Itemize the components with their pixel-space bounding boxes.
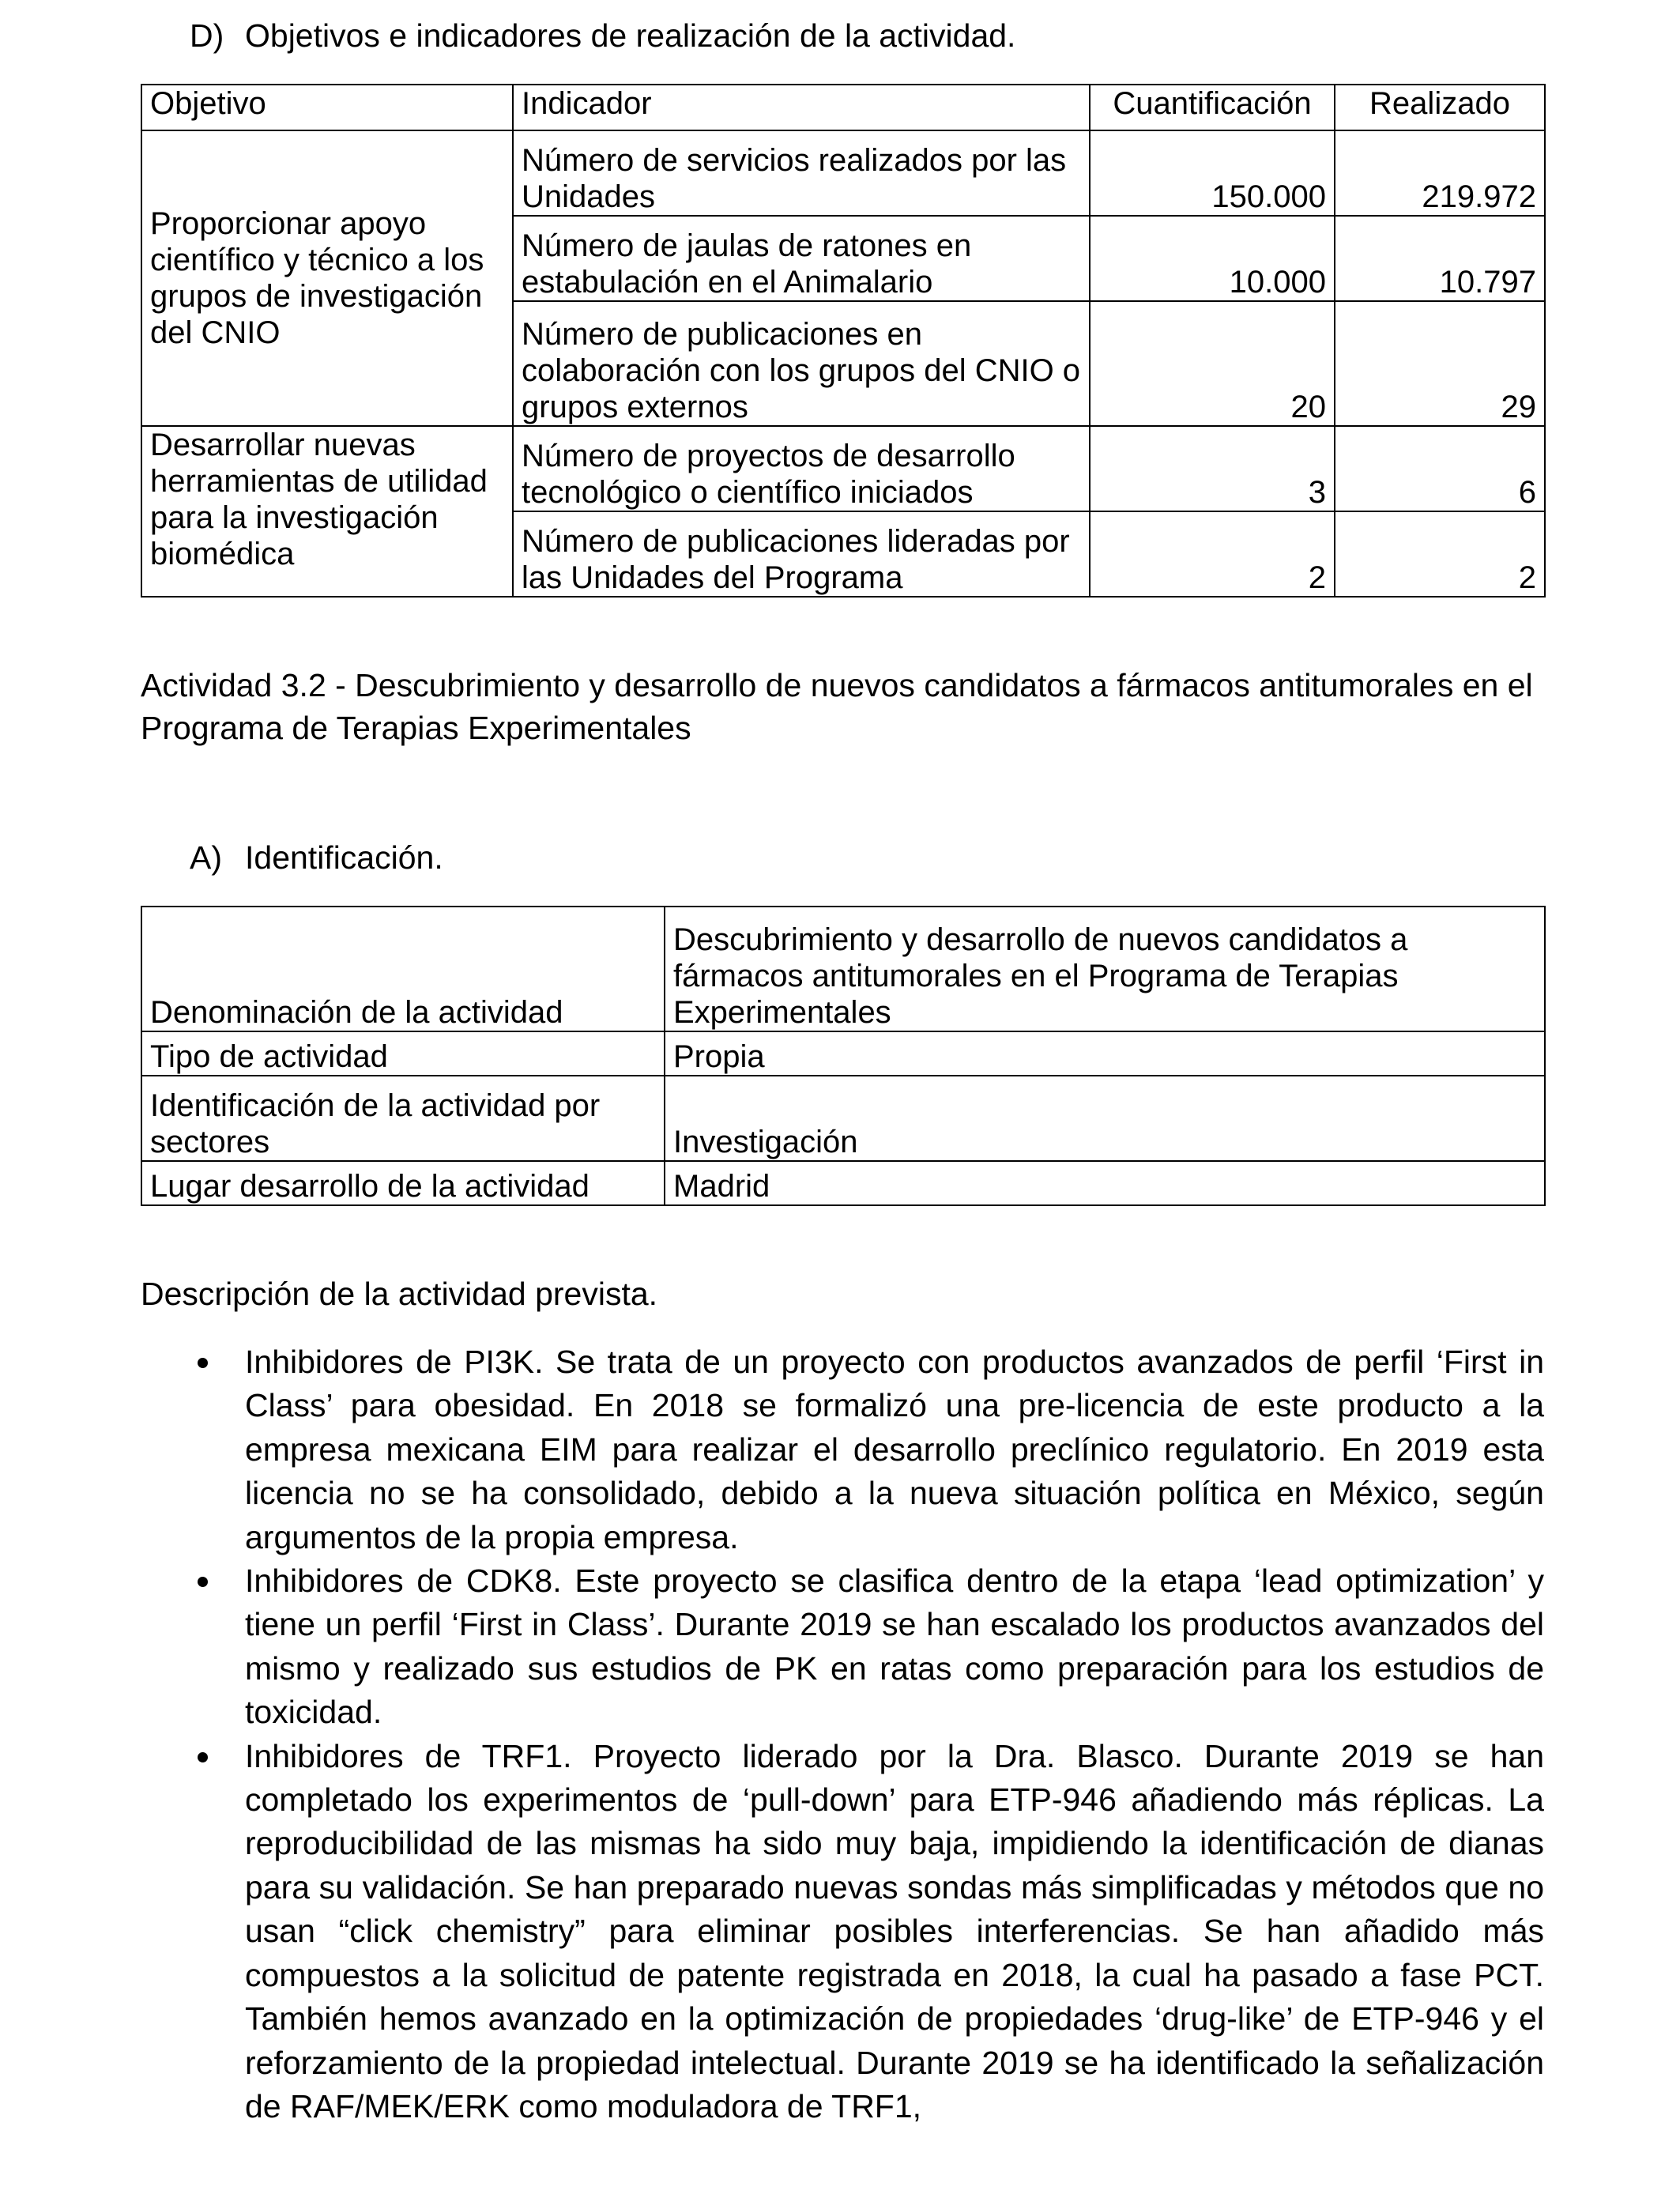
achieved-cell: 6 <box>1335 426 1545 511</box>
bullet-text: Inhibidores de PI3K. Se trata de un proyecto con productos avanzados de perfil ‘First in Class’ para obesidad. En 2018 se formalizó una pre-licencia de este producto a la empresa mexicana EIM para realizar el desarrollo preclínico regulatorio. En 2019 esta licencia no se ha consolidado, debido a la nueva situación política en México, según argumentos de la propia empresa. <box>245 1344 1544 1555</box>
objectives-table <box>141 84 1546 598</box>
bullet-text: Inhibidores de CDK8. Este proyecto se clasifica dentro de la etapa ‘lead optimization’ y tiene un perfil ‘First in Class’. Durante 2019 se han escalado los productos avanzados del mismo y realizado sus estudios de PK en ratas como preparación para los estudios de toxicidad. <box>245 1563 1544 1731</box>
achieved-cell: 219.972 <box>1335 130 1545 216</box>
quantification-cell: 20 <box>1090 301 1335 426</box>
identification-table <box>141 906 1546 1206</box>
list-item <box>141 1340 1544 1559</box>
quantification-cell: 2 <box>1090 511 1335 597</box>
header-objetivo: Objetivo <box>141 85 513 130</box>
achieved-cell: 29 <box>1335 301 1545 426</box>
achieved-cell: 2 <box>1335 511 1545 597</box>
header-realizado: Realizado <box>1335 85 1545 130</box>
identification-value: Descubrimiento y desarrollo de nuevos candidatos a fármacos antitumorales en el Programa de Terapias Experimentales <box>665 907 1545 1031</box>
bullet-icon <box>198 1752 208 1762</box>
bullet-text: Inhibidores de TRF1. Proyecto liderado por la Dra. Blasco. Durante 2019 se han completado los experimentos de ‘pull-down’ para ETP-946 añadiendo más réplicas. La reproducibilidad de las mismas ha sido muy baja, impidiendo la identificación de dianas para su validación. Se han preparado nuevas sondas más simplificadas y métodos que no usan “click chemistry” para eliminar posibles interferencias. Se han añadido más compuestos a la solicitud de patente registrada en 2018, la cual ha pasado a fase PCT. También hemos avanzado en la optimización de propiedades ‘drug-like’ de ETP-946 y el reforzamiento de la propiedad intelectual. Durante 2019 se ha identificado la señalización de RAF/MEK/ERK como moduladora de TRF1, <box>245 1737 1544 2124</box>
indicator-cell: Número de jaulas de ratones en estabulación en el Animalario <box>513 216 1090 301</box>
bullet-icon <box>198 1358 208 1368</box>
description-title: Descripción de la actividad prevista. <box>141 1276 658 1312</box>
objective-cell-2: Desarrollar nuevas herramientas de utilidad para la investigación biomédica <box>141 426 513 597</box>
activity-title: Actividad 3.2 - Descubrimiento y desarrollo de nuevos candidatos a fármacos antitumorales en el Programa de Terapias Experimentales <box>141 667 1533 746</box>
indicator-cell: Número de servicios realizados por las Unidades <box>513 130 1090 216</box>
list-item <box>141 1559 1544 1735</box>
section-d-heading <box>190 17 1015 55</box>
section-a-title: Identificación. <box>245 839 443 876</box>
header-cuantificacion: Cuantificación <box>1090 85 1335 130</box>
identification-value: Madrid <box>665 1161 1545 1205</box>
quantification-cell: 3 <box>1090 426 1335 511</box>
description-bullet-list <box>141 1340 1544 2128</box>
identification-label: Lugar desarrollo de la actividad <box>141 1161 665 1205</box>
quantification-cell: 10.000 <box>1090 216 1335 301</box>
identification-value: Propia <box>665 1031 1545 1076</box>
identification-label: Identificación de la actividad por sectores <box>141 1076 665 1161</box>
bullet-icon <box>198 1577 208 1587</box>
achieved-cell: 10.797 <box>1335 216 1545 301</box>
indicator-cell: Número de proyectos de desarrollo tecnológico o científico iniciados <box>513 426 1090 511</box>
indicator-cell: Número de publicaciones lideradas por las Unidades del Programa <box>513 511 1090 597</box>
indicator-cell: Número de publicaciones en colaboración con los grupos del CNIO o grupos externos <box>513 301 1090 426</box>
quantification-cell: 150.000 <box>1090 130 1335 216</box>
list-item <box>141 1735 1544 2129</box>
header-indicador: Indicador <box>513 85 1090 130</box>
section-a-heading <box>190 839 443 876</box>
section-d-title: Objetivos e indicadores de realización de la actividad. <box>245 17 1016 54</box>
section-d-label: D) <box>190 17 224 54</box>
section-a-label: A) <box>190 839 222 876</box>
identification-label: Denominación de la actividad <box>141 907 665 1031</box>
objective-cell-1: Proporcionar apoyo científico y técnico a los grupos de investigación del CNIO <box>141 130 513 426</box>
identification-value: Investigación <box>665 1076 1545 1161</box>
identification-label: Tipo de actividad <box>141 1031 665 1076</box>
